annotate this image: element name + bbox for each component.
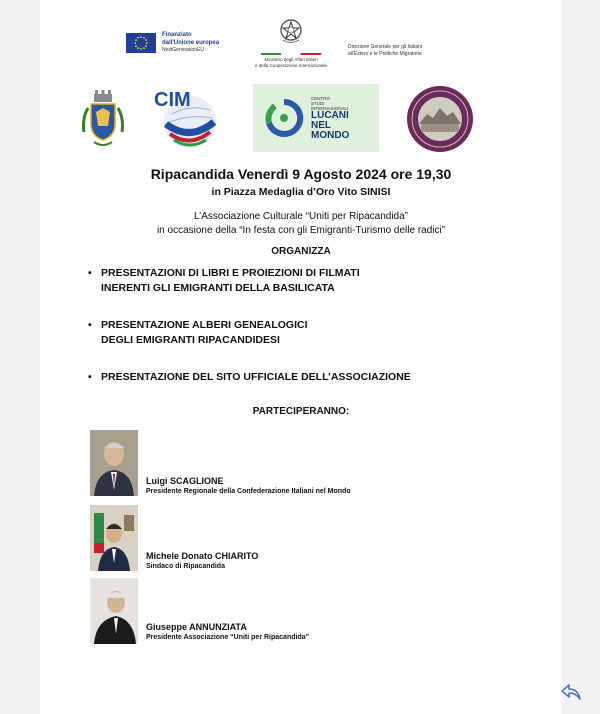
eu-line-3: NextGenerationEU <box>162 47 204 53</box>
municipal-crest-icon <box>80 88 126 150</box>
association-intro <box>40 210 562 238</box>
list-item-line-1: • PRESENTAZIONE ALBERI GENEALOGICI <box>101 319 308 331</box>
eu-line-2: dall'Unione europea <box>162 39 220 46</box>
participant-role: Sindaco di Ripacandida <box>146 563 225 570</box>
ministry-logo <box>248 18 334 68</box>
event-headline: Ripacandida Venerdì 9 Agosto 2024 ore 19,30 <box>150 166 452 182</box>
cim-logo <box>150 84 225 152</box>
dg-line-2: all'Estero e le Politiche Migratorie <box>348 51 422 57</box>
directorate-general-text <box>348 44 422 58</box>
event-place: in Piazza Medaglia d’Oro Vito SINISI <box>211 186 391 198</box>
lucani-nel-mondo-logo <box>253 84 379 152</box>
participant-role: Presidente Regionale della Confederazione Italiani nel Mondo <box>146 488 351 495</box>
ring-logo-icon <box>263 97 305 139</box>
lucani-small-2: STUDI <box>311 100 325 106</box>
association-seal-logo <box>405 84 475 154</box>
association-line-1: L’Associazione Culturale “Uniti per Ripacandida” <box>194 211 408 222</box>
cim-text: CIM <box>154 89 191 111</box>
lucani-small-3: INTERNAZIONALI <box>311 105 349 111</box>
organizza-heading: ORGANIZZA <box>271 246 331 257</box>
list-item-line-2: DEGLI EMIGRANTI RIPACANDIDESI <box>101 334 280 346</box>
list-item-line-1: • PRESENTAZIONI DI LIBRI E PROIEZIONI DI FILMATI <box>101 267 360 279</box>
lucani-small-1: CENTRO <box>311 95 330 101</box>
association-line-2: in occasione della “In festa con gli Emigranti-Turismo delle radici” <box>156 225 446 236</box>
lucani-big-2: NEL <box>311 119 331 131</box>
participant-name: Michele Donato CHIARITO <box>146 551 259 561</box>
participant-name: Giuseppe ANNUNZIATA <box>146 622 247 632</box>
participant-card <box>90 430 550 500</box>
list-item-line-1: • PRESENTAZIONE DEL SITO UFFICIALE DELL’ASSOCIAZIONE <box>101 371 411 383</box>
participant-photo <box>90 430 138 496</box>
participant-role: Presidente Associazione “Uniti per Ripacandida” <box>146 634 310 641</box>
list-item-line-2: INERENTI GLI EMIGRANTI DELLA BASILICATA <box>101 282 335 294</box>
lucani-big-1: LUCANI <box>311 109 349 121</box>
undo-arrow-icon[interactable] <box>560 683 582 701</box>
participant-name: Luigi SCAGLIONE <box>146 476 224 486</box>
tricolor-bar <box>261 53 321 55</box>
eu-line-1: Finanziato <box>162 32 192 38</box>
lucani-big-3: MONDO <box>311 129 350 141</box>
partner-logos-row <box>40 82 562 157</box>
participant-photo <box>90 578 138 644</box>
participant-photo <box>90 505 138 571</box>
eu-flag-icon <box>126 33 156 53</box>
eu-funding-logo <box>126 32 219 55</box>
dg-line-1: Direzione Generale per gli Italiani <box>348 44 422 50</box>
participant-card <box>90 505 550 575</box>
ministry-line-1: Ministero degli Affari Esteri <box>264 57 318 62</box>
list-item <box>88 370 528 385</box>
participant-card <box>90 578 550 648</box>
italian-republic-emblem-icon <box>279 18 303 46</box>
program-list <box>88 266 528 385</box>
list-item <box>88 318 528 348</box>
ministry-line-2: e della Cooperazione Internazionale <box>254 62 328 68</box>
list-item <box>88 266 528 296</box>
flyer-page <box>40 0 562 714</box>
participants-heading: PARTECIPERANNO: <box>252 406 350 417</box>
